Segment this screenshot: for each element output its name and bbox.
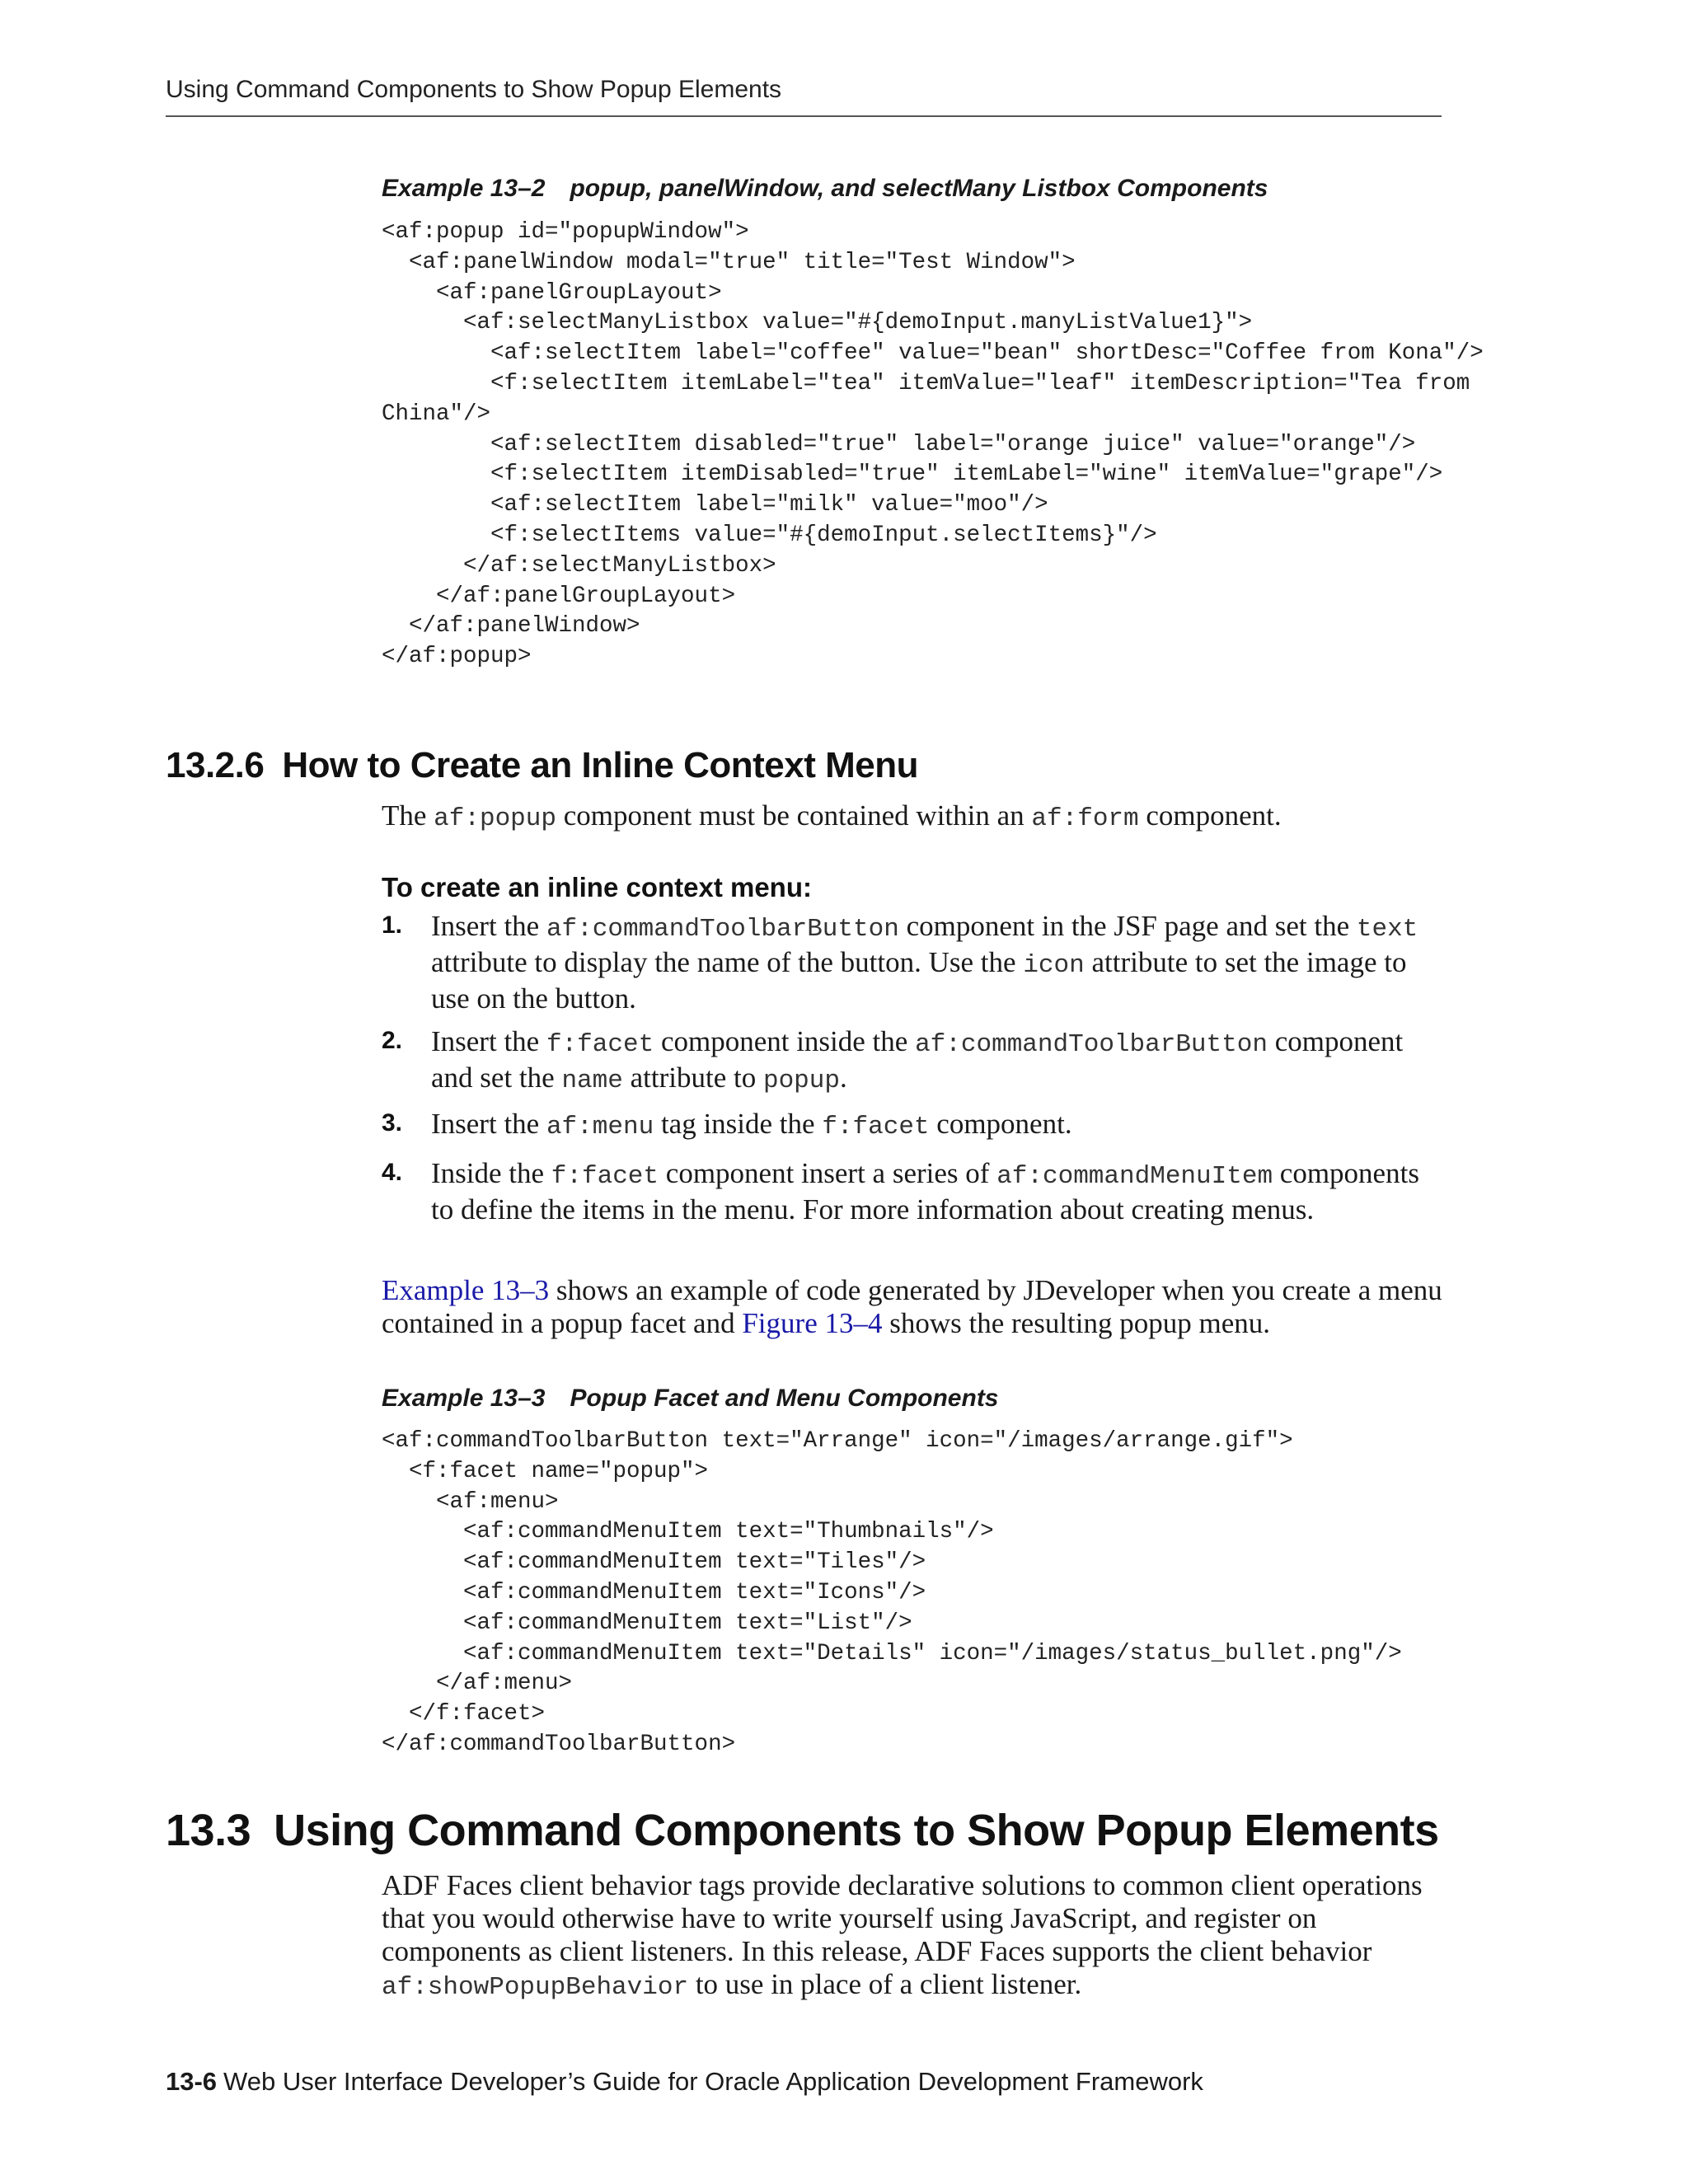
code-block: <af:commandToolbarButton text="Arrange" icon="/images/arrange.gif"> <f:facet name="popup"> <af:menu> <af:commandMenuItem text="Thumbnails"/> <af:commandMenuItem text="Tiles"/> <af:commandMenuItem text="Icons"/> <af:commandMenuItem text="List"/> <af:commandMenuItem text="Details" icon="/images/status_bullet.png"/> </af:menu> </f:facet> </af:commandToolbarButton>: [382, 1428, 1402, 1757]
example-caption: [382, 175, 1268, 203]
step-number: 1.: [382, 912, 403, 939]
code-block: <af:popup id="popupWindow"> <af:panelWindow modal="true" title="Test Window"> <af:panelGroupLayout> <af:selectManyListbox value="#{demoInput.manyListValue1}"> <af:selectItem label="coffee" value="bean" shortDesc="Coffee from Kona"/> <f:selectItem itemLabel="tea" itemValue="leaf" itemDescription="Tea from China"/> <af:selectItem disabled="true" label="orange juice" value="orange"/> <f:selectItem itemDisabled="true" itemLabel="wine" itemValue="grape"/> <af:selectItem label="milk" value="moo"/> <f:selectItems value="#{demoInput.selectItems}"/> </af:selectManyListbox> </af:panelGroupLayout> </af:panelWindow> </af:popup>: [382, 219, 1484, 670]
section-number: 13.2.6: [166, 745, 265, 785]
list-item: [382, 910, 1445, 1015]
section-title: Using Command Components to Show Popup Elements: [274, 1806, 1439, 1855]
page-footer: [166, 2067, 1203, 2097]
list-item: [382, 1025, 1445, 1098]
figure-link[interactable]: Figure 13–4: [742, 1307, 883, 1339]
example-label: Example 13–2: [382, 175, 546, 202]
list-item: [382, 1157, 1445, 1226]
section-title: How to Create an Inline Context Menu: [282, 745, 918, 785]
summary-paragraph: Example 13–3 shows an example of code generated by JDeveloper when you create a menu contained in a popup facet and Figure 13–4 shows the resulting popup menu.: [382, 1274, 1442, 1339]
section-heading: [166, 745, 918, 786]
step-number: 2.: [382, 1027, 403, 1054]
example-title: Popup Facet and Menu Components: [570, 1385, 999, 1412]
running-header: Using Command Components to Show Popup Elements: [166, 76, 782, 103]
header-rule: [166, 115, 1442, 117]
procedure-heading: To create an inline context menu:: [382, 872, 812, 902]
example-caption: [382, 1385, 999, 1413]
body-paragraph: ADF Faces client behavior tags provide declarative solutions to common client operations that you would otherwise have to write yourself using JavaScript, and register on components as client listeners. In this release, ADF Faces supports the client behavior af:showPopupBehavior to use in place of a client listener.: [382, 1869, 1423, 2002]
step-text: Insert the af:menu tag inside the f:facet component.: [431, 1108, 1072, 1141]
step-text: Inside the f:facet component insert a series of af:commandMenuItem components to define the items in the menu. For more information about creating menus.: [431, 1157, 1419, 1226]
example-label: Example 13–3: [382, 1385, 546, 1412]
example-link[interactable]: Example 13–3: [382, 1274, 550, 1306]
step-number: 4.: [382, 1159, 403, 1186]
intro-paragraph: The af:popup component must be contained within an af:form component.: [382, 799, 1282, 833]
book-title: Web User Interface Developer’s Guide for Oracle Application Development Framework: [223, 2067, 1203, 2096]
step-text: Insert the f:facet component inside the af:commandToolbarButton component and set the name attribute to popup.: [431, 1025, 1404, 1095]
step-text: Insert the af:commandToolbarButton component in the JSF page and set the text attribute to display the name of the button. Use the icon attribute to set the image to use on the button.: [431, 910, 1418, 1015]
section-number: 13.3: [166, 1806, 251, 1855]
step-number: 3.: [382, 1109, 403, 1137]
list-item: [382, 1108, 1445, 1144]
example-title: popup, panelWindow, and selectMany Listbox Components: [570, 175, 1268, 202]
page-number: 13-6: [166, 2067, 218, 2096]
section-heading: [166, 1805, 1439, 1856]
